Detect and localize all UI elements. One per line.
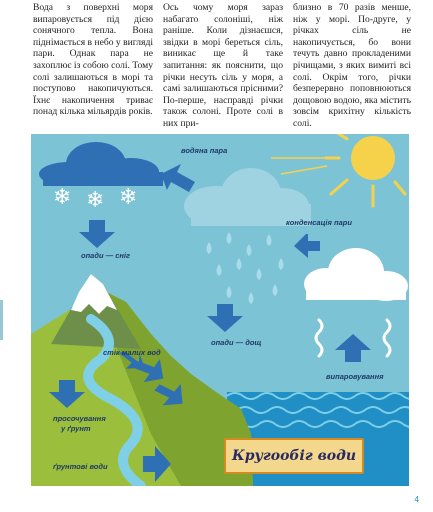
label-condensation: конденсація пари (286, 218, 352, 227)
label-small-water: стік малих вод (103, 348, 161, 357)
label-snow: опади — сніг (81, 251, 131, 260)
text-column-2: Ось чому моря зараз набагато солоніші, ніж раніше. Коли дізнаєшся, звідки в морі береться сіль, виникає ще й таке запитання: як пояснити, що річки несуть сіль у моря, а самі залишаються прісними? По-перше, насправді річки також солоні. Проте солі в них при- (163, 2, 283, 129)
text-column-1: Вода з поверхні моря випаровується під дією сонячного тепла. Вона піднімається в небо у вигляді пари. Однак пара не захоплює із собою солі. Тому солі залишаються в морі та поступово накопичуються. Їхнє накопичення триває понад кілька мільярдів років. (33, 2, 153, 118)
label-rain: опади — дощ (211, 338, 262, 347)
label-infiltration-1: просочування (53, 414, 106, 423)
svg-text:❄: ❄ (53, 185, 72, 210)
water-cycle-illustration (31, 134, 409, 486)
label-evaporation: випаровування (326, 372, 384, 381)
figure-title-banner (224, 438, 364, 474)
label-vapor: водяна пара (181, 146, 228, 155)
snowflake-icons (53, 185, 137, 213)
label-infiltration-2: у ґрунт (61, 424, 91, 433)
water-cycle-figure (31, 134, 409, 486)
label-groundwater: ґрунтові води (53, 462, 108, 471)
svg-text:❄: ❄ (86, 188, 105, 213)
text-column-3: близно в 70 разів менше, ніж у морі. По-друге, у річках сіль не накопичується, бо вони течуть давно прокладеними річищами, з яких вимиті всі солі. Окрім того, річки безперервно поповнюються дощовою водою, яка містить зовсім крихітну кількість солі. (293, 2, 411, 129)
page-edge-marker (0, 300, 3, 340)
svg-text:❄: ❄ (119, 185, 138, 210)
figure-title: Кругообіг води (231, 448, 357, 464)
page-number: 4 (414, 495, 419, 504)
